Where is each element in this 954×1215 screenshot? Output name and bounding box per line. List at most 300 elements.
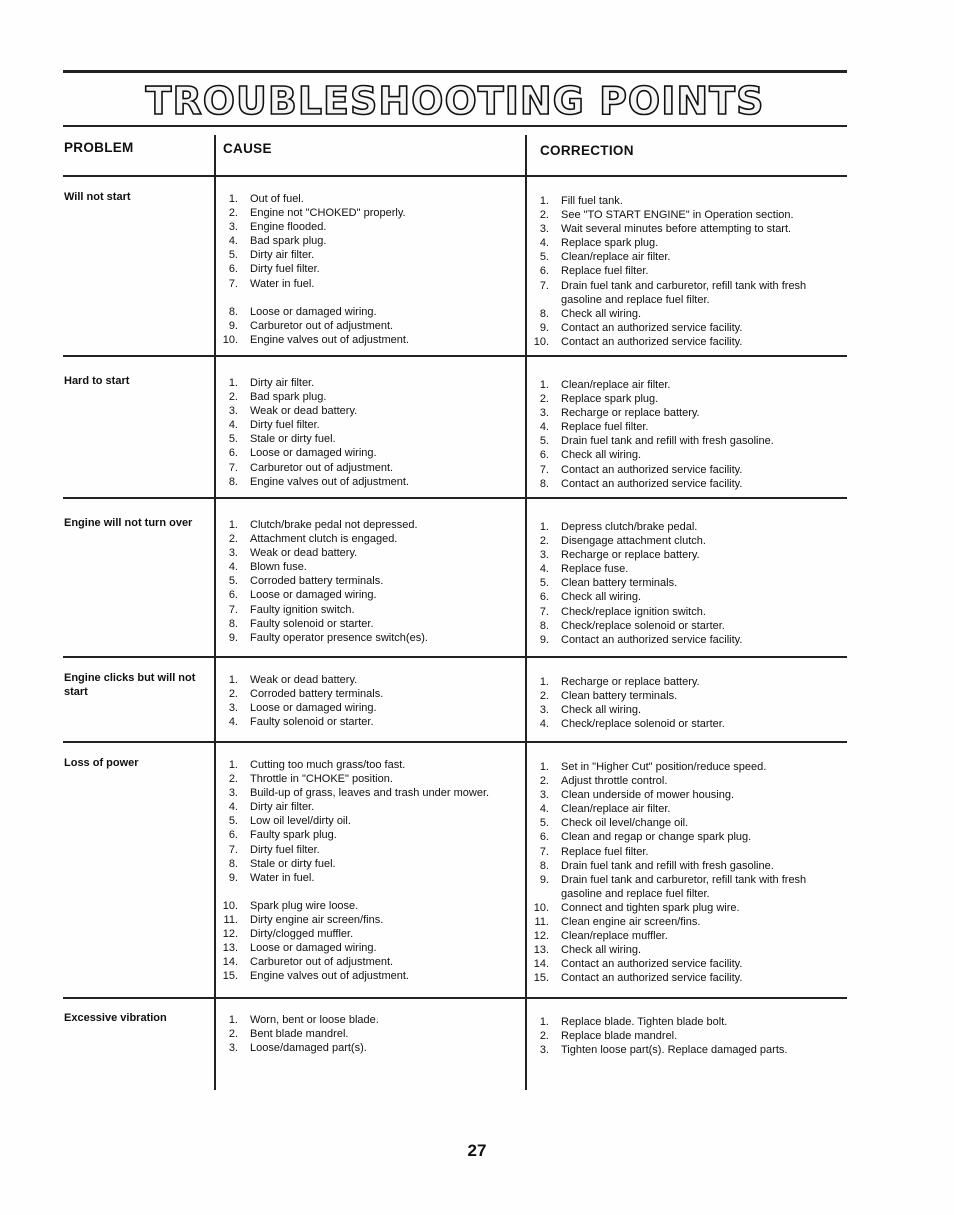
- correction-item: [530, 873, 840, 901]
- cause-item: [219, 955, 519, 969]
- cause-item: [219, 532, 519, 546]
- item-number: 9.: [228, 631, 238, 644]
- item-number: 3.: [539, 1044, 549, 1057]
- cause-item: [219, 1027, 519, 1041]
- cause-item: [219, 376, 519, 390]
- item-number: 10.: [533, 335, 549, 348]
- item-text: Engine flooded.: [250, 221, 327, 234]
- item-text: Faulty spark plug.: [250, 829, 337, 842]
- cause-item-list: [219, 192, 519, 347]
- correction-item-list: [530, 378, 840, 491]
- correction-item: [530, 434, 840, 448]
- cause-item: [219, 248, 519, 262]
- correction-item: [530, 943, 840, 957]
- item-number: 10.: [222, 333, 238, 346]
- cause-item: [219, 588, 519, 602]
- item-number: 5.: [539, 251, 549, 264]
- item-number: 7.: [228, 277, 238, 290]
- item-text: Engine valves out of adjustment.: [250, 475, 409, 488]
- item-text: Clean/replace muffler.: [561, 930, 668, 943]
- item-number: 6.: [539, 831, 549, 844]
- item-text: Faulty solenoid or starter.: [250, 716, 374, 729]
- item-number: 6.: [228, 589, 238, 602]
- correction-item: [530, 845, 840, 859]
- item-text: Weak or dead battery.: [250, 547, 358, 560]
- item-text: Check/replace solenoid or starter.: [561, 619, 725, 632]
- cause-item-list: [219, 1013, 519, 1055]
- section-separator: [63, 175, 847, 177]
- item-text: Loose or damaged wiring.: [250, 305, 377, 318]
- item-text: Carburetor out of adjustment.: [250, 319, 394, 332]
- correction-item: [530, 378, 840, 392]
- cause-item-list: [219, 673, 519, 729]
- problem-label: Hard to start: [64, 375, 130, 387]
- item-text: Check all wiring.: [561, 591, 642, 604]
- correction-item-list: [530, 194, 840, 349]
- item-number: 3.: [228, 405, 238, 418]
- item-number: 14.: [533, 958, 549, 971]
- cause-item: [219, 277, 519, 291]
- item-text: Loose or damaged wiring.: [250, 702, 377, 715]
- header-problem: PROBLEM: [64, 140, 134, 155]
- item-number: 10.: [533, 901, 549, 914]
- item-text: Contact an authorized service facility.: [561, 463, 743, 476]
- correction-item: [530, 1029, 840, 1043]
- item-text: Loose or damaged wiring.: [250, 942, 377, 955]
- item-number: 9.: [539, 873, 549, 886]
- cause-item: [219, 319, 519, 333]
- cause-item-list: [219, 758, 519, 983]
- cause-item-list: [219, 376, 519, 489]
- correction-item: [530, 264, 840, 278]
- item-text: Drain fuel tank and refill with fresh gasoline.: [561, 435, 774, 448]
- cause-item: [219, 461, 519, 475]
- cause-item: [219, 715, 519, 729]
- item-number: 14.: [222, 956, 238, 969]
- correction-item: [530, 406, 840, 420]
- item-text: Replace blade mandrel.: [561, 1030, 678, 1043]
- item-number: 8.: [539, 477, 549, 490]
- cause-item: [219, 518, 519, 532]
- item-number: 5.: [228, 249, 238, 262]
- item-number: 1.: [228, 674, 238, 686]
- item-number: 6.: [228, 829, 238, 842]
- cause-item: [219, 800, 519, 814]
- item-text: Dirty air filter.: [250, 801, 315, 814]
- cause-item: [219, 673, 519, 687]
- item-number: 4.: [228, 716, 238, 729]
- cause-item: [219, 786, 519, 800]
- header-cause: CAUSE: [223, 141, 272, 156]
- item-text: See "TO START ENGINE" in Operation section.: [561, 209, 794, 222]
- item-text: Clean battery terminals.: [561, 577, 678, 590]
- item-text: Dirty air filter.: [250, 249, 315, 262]
- item-number: 4.: [228, 801, 238, 814]
- item-number: 5.: [228, 433, 238, 446]
- cause-item: [219, 631, 519, 645]
- item-text: Replace fuse.: [561, 563, 629, 576]
- item-number: 13.: [533, 944, 549, 957]
- item-number: 1.: [228, 519, 238, 531]
- problem-label: Loss of power: [64, 757, 139, 769]
- item-number: 3.: [228, 547, 238, 560]
- item-number: 4.: [228, 235, 238, 248]
- item-text: Stale or dirty fuel.: [250, 857, 336, 870]
- item-number: 1.: [228, 759, 238, 771]
- item-text: Carburetor out of adjustment.: [250, 461, 394, 474]
- item-text: Bad spark plug.: [250, 235, 327, 248]
- correction-item: [530, 1043, 840, 1057]
- item-number: 2.: [228, 773, 238, 786]
- item-text: Check/replace solenoid or starter.: [561, 718, 725, 731]
- section-separator: [63, 497, 847, 499]
- problem-label: Engine clicks but will not start: [64, 672, 196, 698]
- correction-item: [530, 774, 840, 788]
- cause-item: [219, 546, 519, 560]
- cause-item: [219, 603, 519, 617]
- item-text: Engine not "CHOKED" properly.: [250, 207, 406, 220]
- item-number: 8.: [228, 475, 238, 488]
- item-number: 1.: [539, 1016, 549, 1028]
- correction-item: [530, 463, 840, 477]
- item-text: Build-up of grass, leaves and trash under mower.: [250, 787, 490, 800]
- cause-item: [219, 871, 519, 885]
- item-number: 15.: [222, 970, 238, 983]
- item-number: 4.: [539, 237, 549, 250]
- item-text: Check all wiring.: [561, 704, 642, 717]
- item-number: 1.: [228, 377, 238, 389]
- cause-item: [219, 574, 519, 588]
- correction-item: [530, 520, 840, 534]
- cause-item: [219, 1013, 519, 1027]
- item-text: Water in fuel.: [250, 277, 315, 290]
- item-number: 2.: [539, 535, 549, 548]
- correction-item: [530, 576, 840, 590]
- item-text: Worn, bent or loose blade.: [250, 1014, 379, 1026]
- correction-item: [530, 335, 840, 349]
- correction-item: [530, 619, 840, 633]
- cause-item: [219, 701, 519, 715]
- cause-item: [219, 560, 519, 574]
- item-number: 6.: [539, 591, 549, 604]
- column-divider-cause: [214, 135, 216, 1090]
- item-text: Corroded battery terminals.: [250, 688, 384, 701]
- correction-item: [530, 859, 840, 873]
- item-number: 5.: [539, 577, 549, 590]
- title-rule: [63, 125, 847, 127]
- problem-label: Excessive vibration: [64, 1012, 167, 1024]
- item-text: Loose or damaged wiring.: [250, 589, 377, 602]
- cause-item: [219, 333, 519, 347]
- item-number: 6.: [539, 449, 549, 462]
- cause-item: [219, 404, 519, 418]
- correction-item: [530, 830, 840, 844]
- correction-item: [530, 633, 840, 647]
- correction-item: [530, 901, 840, 915]
- item-number: 4.: [228, 419, 238, 432]
- cause-item-list: [219, 518, 519, 645]
- correction-item: [530, 477, 840, 491]
- correction-item: [530, 250, 840, 264]
- item-number: 2.: [228, 391, 238, 404]
- cause-item: [219, 687, 519, 701]
- correction-item: [530, 590, 840, 604]
- item-text: Carburetor out of adjustment.: [250, 956, 394, 969]
- item-number: 1.: [539, 676, 549, 688]
- correction-item: [530, 929, 840, 943]
- item-text: Depress clutch/brake pedal.: [561, 521, 698, 533]
- section-separator: [63, 997, 847, 999]
- correction-item: [530, 760, 840, 774]
- item-number: 5.: [539, 817, 549, 830]
- item-text: Disengage attachment clutch.: [561, 535, 706, 548]
- item-number: 8.: [539, 619, 549, 632]
- cause-item: [219, 390, 519, 404]
- correction-item: [530, 605, 840, 619]
- cause-item: [219, 814, 519, 828]
- item-number: 3.: [228, 221, 238, 234]
- item-number: 3.: [228, 702, 238, 715]
- item-number: 13.: [222, 942, 238, 955]
- item-text: Dirty/clogged muffler.: [250, 928, 354, 941]
- item-number: 1.: [228, 193, 238, 205]
- item-number: 2.: [228, 1028, 238, 1041]
- item-text: Tighten loose part(s). Replace damaged parts.: [561, 1044, 788, 1057]
- cause-item: [219, 220, 519, 234]
- item-text: Clean/replace air filter.: [561, 379, 671, 391]
- section-separator: [63, 741, 847, 743]
- item-number: 8.: [228, 617, 238, 630]
- item-text: Spark plug wire loose.: [250, 899, 359, 912]
- item-number: 2.: [228, 688, 238, 701]
- correction-item: [530, 957, 840, 971]
- top-rule: [63, 70, 847, 73]
- correction-item: [530, 717, 840, 731]
- item-text: Recharge or replace battery.: [561, 407, 700, 420]
- item-text: Contact an authorized service facility.: [561, 633, 743, 646]
- section-separator: [63, 656, 847, 658]
- item-text: Replace blade. Tighten blade bolt.: [561, 1016, 728, 1028]
- cause-item: [219, 927, 519, 941]
- item-number: 3.: [539, 789, 549, 802]
- correction-item: [530, 208, 840, 222]
- item-number: 1.: [539, 379, 549, 391]
- header-correction: CORRECTION: [540, 143, 634, 158]
- item-number: 2.: [539, 393, 549, 406]
- item-number: 7.: [539, 605, 549, 618]
- correction-item: [530, 392, 840, 406]
- item-number: 1.: [539, 761, 549, 773]
- item-text: Weak or dead battery.: [250, 674, 358, 686]
- item-text: Dirty fuel filter.: [250, 843, 320, 856]
- cause-item: [219, 941, 519, 955]
- item-number: 2.: [539, 209, 549, 222]
- cause-item: [219, 432, 519, 446]
- correction-item-list: [530, 520, 840, 647]
- item-text: Loose/damaged part(s).: [250, 1042, 367, 1055]
- item-text: Loose or damaged wiring.: [250, 447, 377, 460]
- item-text: Weak or dead battery.: [250, 405, 358, 418]
- correction-item: [530, 915, 840, 929]
- cause-item: [219, 758, 519, 772]
- item-text: Clean engine air screen/fins.: [561, 916, 701, 929]
- correction-item: [530, 448, 840, 462]
- item-text: Contact an authorized service facility.: [561, 958, 743, 971]
- item-text: Clutch/brake pedal not depressed.: [250, 519, 418, 531]
- correction-item: [530, 675, 840, 689]
- correction-item: [530, 562, 840, 576]
- item-number: 6.: [228, 263, 238, 276]
- cause-item: [219, 617, 519, 631]
- item-number: 7.: [539, 463, 549, 476]
- item-text: Water in fuel.: [250, 871, 315, 884]
- item-number: 9.: [539, 321, 549, 334]
- item-number: 4.: [228, 561, 238, 574]
- cause-item: [219, 446, 519, 460]
- item-number: 2.: [539, 775, 549, 788]
- item-number: 2.: [228, 207, 238, 220]
- correction-item: [530, 802, 840, 816]
- item-text: Drain fuel tank and carburetor, refill tank with fresh gasoline and replace fuel filter.: [561, 873, 807, 900]
- cause-item: [219, 206, 519, 220]
- item-text: Clean battery terminals.: [561, 690, 678, 703]
- item-number: 11.: [223, 913, 238, 926]
- item-number: 4.: [539, 718, 549, 731]
- item-text: Bent blade mandrel.: [250, 1028, 349, 1041]
- correction-item: [530, 236, 840, 250]
- item-text: Contact an authorized service facility.: [561, 972, 743, 985]
- item-number: 7.: [539, 845, 549, 858]
- cause-item: [219, 857, 519, 871]
- column-divider-correction: [525, 135, 527, 1090]
- item-number: 8.: [228, 305, 238, 318]
- cause-item: [219, 843, 519, 857]
- section-separator: [63, 355, 847, 357]
- correction-item-list: [530, 675, 840, 731]
- item-number: 3.: [539, 704, 549, 717]
- item-text: Replace fuel filter.: [561, 265, 649, 278]
- item-number: 3.: [228, 1042, 238, 1055]
- item-number: 3.: [539, 407, 549, 420]
- item-text: Connect and tighten spark plug wire.: [561, 901, 740, 914]
- cause-item: [219, 913, 519, 927]
- item-text: Blown fuse.: [250, 561, 307, 574]
- item-number: 2.: [228, 533, 238, 546]
- correction-item: [530, 279, 840, 307]
- item-text: Replace fuel filter.: [561, 845, 649, 858]
- item-text: Bad spark plug.: [250, 391, 327, 404]
- cause-item: [219, 772, 519, 786]
- item-text: Fill fuel tank.: [561, 195, 623, 207]
- item-text: Faulty operator presence switch(es).: [250, 631, 428, 644]
- item-text: Recharge or replace battery.: [561, 676, 700, 688]
- item-number: 4.: [539, 803, 549, 816]
- item-text: Set in "Higher Cut" position/reduce speed.: [561, 761, 767, 773]
- correction-item: [530, 788, 840, 802]
- item-text: Check/replace ignition switch.: [561, 605, 706, 618]
- item-text: Check all wiring.: [561, 449, 642, 462]
- item-text: Low oil level/dirty oil.: [250, 815, 351, 828]
- problem-label: Engine will not turn over: [64, 517, 193, 529]
- item-number: 5.: [539, 435, 549, 448]
- problem-label: Will not start: [64, 191, 131, 203]
- item-text: Attachment clutch is engaged.: [250, 533, 398, 546]
- item-text: Clean underside of mower housing.: [561, 789, 735, 802]
- correction-item: [530, 222, 840, 236]
- page-number: 27: [467, 1141, 487, 1160]
- item-text: Clean/replace air filter.: [561, 803, 671, 816]
- item-text: Engine valves out of adjustment.: [250, 970, 409, 983]
- item-number: 2.: [539, 1030, 549, 1043]
- cause-item: [219, 305, 519, 319]
- correction-item: [530, 971, 840, 985]
- item-number: 9.: [228, 871, 238, 884]
- item-text: Contact an authorized service facility.: [561, 321, 743, 334]
- item-number: 4.: [539, 563, 549, 576]
- item-text: Contact an authorized service facility.: [561, 335, 743, 348]
- cause-item: [219, 828, 519, 842]
- item-text: Dirty fuel filter.: [250, 263, 320, 276]
- item-text: Stale or dirty fuel.: [250, 433, 336, 446]
- item-number: 3.: [228, 787, 238, 800]
- item-text: Faulty solenoid or starter.: [250, 617, 374, 630]
- item-number: 7.: [539, 279, 549, 292]
- cause-item: [219, 1041, 519, 1055]
- item-number: 5.: [228, 815, 238, 828]
- item-number: 1.: [228, 1014, 238, 1026]
- item-number: 8.: [539, 859, 549, 872]
- item-number: 12.: [222, 928, 238, 941]
- item-text: Dirty engine air screen/fins.: [250, 913, 384, 926]
- item-number: 15.: [533, 972, 549, 985]
- item-text: Drain fuel tank and carburetor, refill tank with fresh gasoline and replace fuel filter.: [561, 279, 807, 306]
- item-text: Dirty air filter.: [250, 377, 315, 389]
- cause-item: [219, 899, 519, 913]
- correction-item: [530, 194, 840, 208]
- item-text: Replace spark plug.: [561, 393, 659, 406]
- correction-item-list: [530, 1015, 840, 1057]
- item-text: Throttle in "CHOKE" position.: [250, 773, 393, 786]
- item-number: 7.: [228, 603, 238, 616]
- correction-item: [530, 420, 840, 434]
- item-number: 7.: [228, 461, 238, 474]
- cause-item: [219, 234, 519, 248]
- correction-item: [530, 703, 840, 717]
- item-text: Wait several minutes before attempting to start.: [561, 223, 792, 236]
- cause-item: [219, 475, 519, 489]
- correction-item-list: [530, 760, 840, 986]
- item-number: 3.: [539, 549, 549, 562]
- item-text: Recharge or replace battery.: [561, 549, 700, 562]
- item-text: Contact an authorized service facility.: [561, 477, 743, 490]
- item-text: Drain fuel tank and refill with fresh gasoline.: [561, 859, 774, 872]
- cause-item: [219, 418, 519, 432]
- item-text: Check all wiring.: [561, 307, 642, 320]
- item-text: Dirty fuel filter.: [250, 419, 320, 432]
- correction-item: [530, 534, 840, 548]
- item-number: 9.: [228, 319, 238, 332]
- item-number: 1.: [539, 195, 549, 207]
- item-number: 6.: [539, 265, 549, 278]
- cause-item: [219, 192, 519, 206]
- item-text: Faulty ignition switch.: [250, 603, 355, 616]
- page-title: TROUBLESHOOTING POINTS: [145, 79, 765, 123]
- item-number: 10.: [222, 899, 238, 912]
- item-number: 9.: [539, 633, 549, 646]
- correction-item: [530, 689, 840, 703]
- item-number: 3.: [539, 223, 549, 236]
- item-text: Adjust throttle control.: [561, 775, 668, 788]
